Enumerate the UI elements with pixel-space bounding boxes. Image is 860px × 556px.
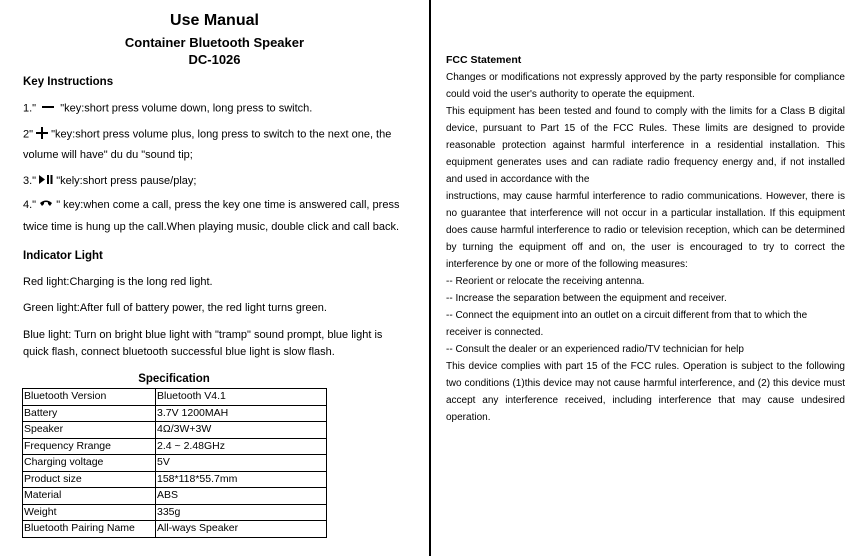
table-row (23, 405, 327, 422)
model-number: DC-1026 (188, 52, 241, 67)
spec-value: All-ways Speaker (156, 521, 327, 538)
manual-title: Use Manual (170, 12, 259, 29)
indicator-light-heading: Indicator Light (23, 250, 103, 262)
spec-value: 2.4 ~ 2.48GHz (156, 438, 327, 455)
fcc-paragraph-2: This equipment has been tested and found to comply with the limits for a Class B digital device, pursuant to Part 15 of the FCC Rules. These limits are designed to provide reasonable protection against harmful interference in a residential installation. This equipment generates uses and can radiate radio frequency energy and, if not installed and used in accordance with the (446, 106, 845, 185)
spec-value: 3.7V 1200MAH (156, 405, 327, 422)
spec-value: 5V (156, 455, 327, 472)
key-instruction-2: 2" "key:short press volume plus, long press to switch to the next one, the (23, 128, 392, 141)
spec-value: 4Ω/3W+3W (156, 422, 327, 439)
table-row (23, 389, 327, 406)
table-row (23, 438, 327, 455)
key-instruction-2-cont: volume will have" du du "sound tip; (23, 149, 193, 161)
key-instruction-3: 3." "kely:short press pause/play; (23, 174, 197, 187)
fcc-heading: FCC Statement (446, 54, 522, 66)
specification-table (22, 388, 327, 538)
table-row (23, 488, 327, 505)
left-page (0, 0, 429, 556)
page-divider (429, 0, 431, 556)
spec-key: Material (23, 488, 156, 505)
indicator-green: Green light:After full of battery power, the red light turns green. (23, 302, 327, 314)
key-instructions-heading: Key Instructions (23, 76, 114, 88)
fcc-measure-4: -- Consult the dealer or an experienced radio/TV technician for help (446, 344, 744, 355)
table-row (23, 504, 327, 521)
spec-key: Bluetooth Pairing Name (23, 521, 156, 538)
play-pause-icon (39, 174, 53, 188)
minus-icon (39, 102, 57, 115)
spec-value: 335g (156, 504, 327, 521)
indicator-blue-2: quick flash, connect bluetooth successful blue light is slow flash. (23, 346, 335, 358)
key-instruction-1: 1." "key:short press volume down, long press to switch. (23, 102, 313, 115)
fcc-measure-2: -- Increase the separation between the equipment and receiver. (446, 293, 727, 304)
spec-value: 158*118*55.7mm (156, 471, 327, 488)
table-row (23, 422, 327, 439)
spec-value: Bluetooth V4.1 (156, 389, 327, 406)
key-instruction-4-cont: twice time is hung up the call.When playing music, double click and call back. (23, 221, 400, 233)
spec-key: Charging voltage (23, 455, 156, 472)
spec-key: Bluetooth Version (23, 389, 156, 406)
indicator-red: Red light:Charging is the long red light. (23, 276, 213, 288)
key-instruction-4: 4." " key:when come a call, press the key one time is answered call, press (23, 199, 400, 211)
spec-key: Frequency Rrange (23, 438, 156, 455)
table-row (23, 455, 327, 472)
spec-value: ABS (156, 488, 327, 505)
table-row (23, 521, 327, 538)
product-name: Container Bluetooth Speaker (124, 35, 305, 50)
plus-icon (36, 127, 48, 142)
fcc-measure-1: -- Reorient or relocate the receiving antenna. (446, 276, 645, 287)
spec-key: Weight (23, 504, 156, 521)
spec-key: Speaker (23, 422, 156, 439)
specification-heading: Specification (138, 373, 210, 385)
spec-key: Product size (23, 471, 156, 488)
fcc-paragraph-3: instructions, may cause harmful interference to radio communications. However, there is no guarantee that interference will not occur in a particular installation. If this equipment does cause harmful interference to radio or television reception, which can be determined by turning the equipment off and on, the user is encouraged to try to correct the interference by one or more of the following measures: (446, 191, 845, 270)
table-row (23, 471, 327, 488)
indicator-blue-1: Blue light: Turn on bright blue light with "tramp" sound prompt, blue light is (23, 329, 383, 341)
right-page (446, 0, 846, 556)
spec-key: Battery (23, 405, 156, 422)
fcc-measure-3: -- Connect the equipment into an outlet on a circuit different from that to which the receiver is connected. (446, 310, 808, 338)
fcc-paragraph-4: This device complies with part 15 of the FCC rules. Operation is subject to the following two conditions (1)this device may not cause harmful interference, and (2) this device must accept any interference received, including interference that may cause undesired operation. (446, 361, 845, 423)
phone-icon (39, 199, 53, 211)
fcc-paragraph-1: Changes or modifications not expressly approved by the party responsible for compliance could void the user's authority to operate the equipment. (446, 72, 845, 100)
